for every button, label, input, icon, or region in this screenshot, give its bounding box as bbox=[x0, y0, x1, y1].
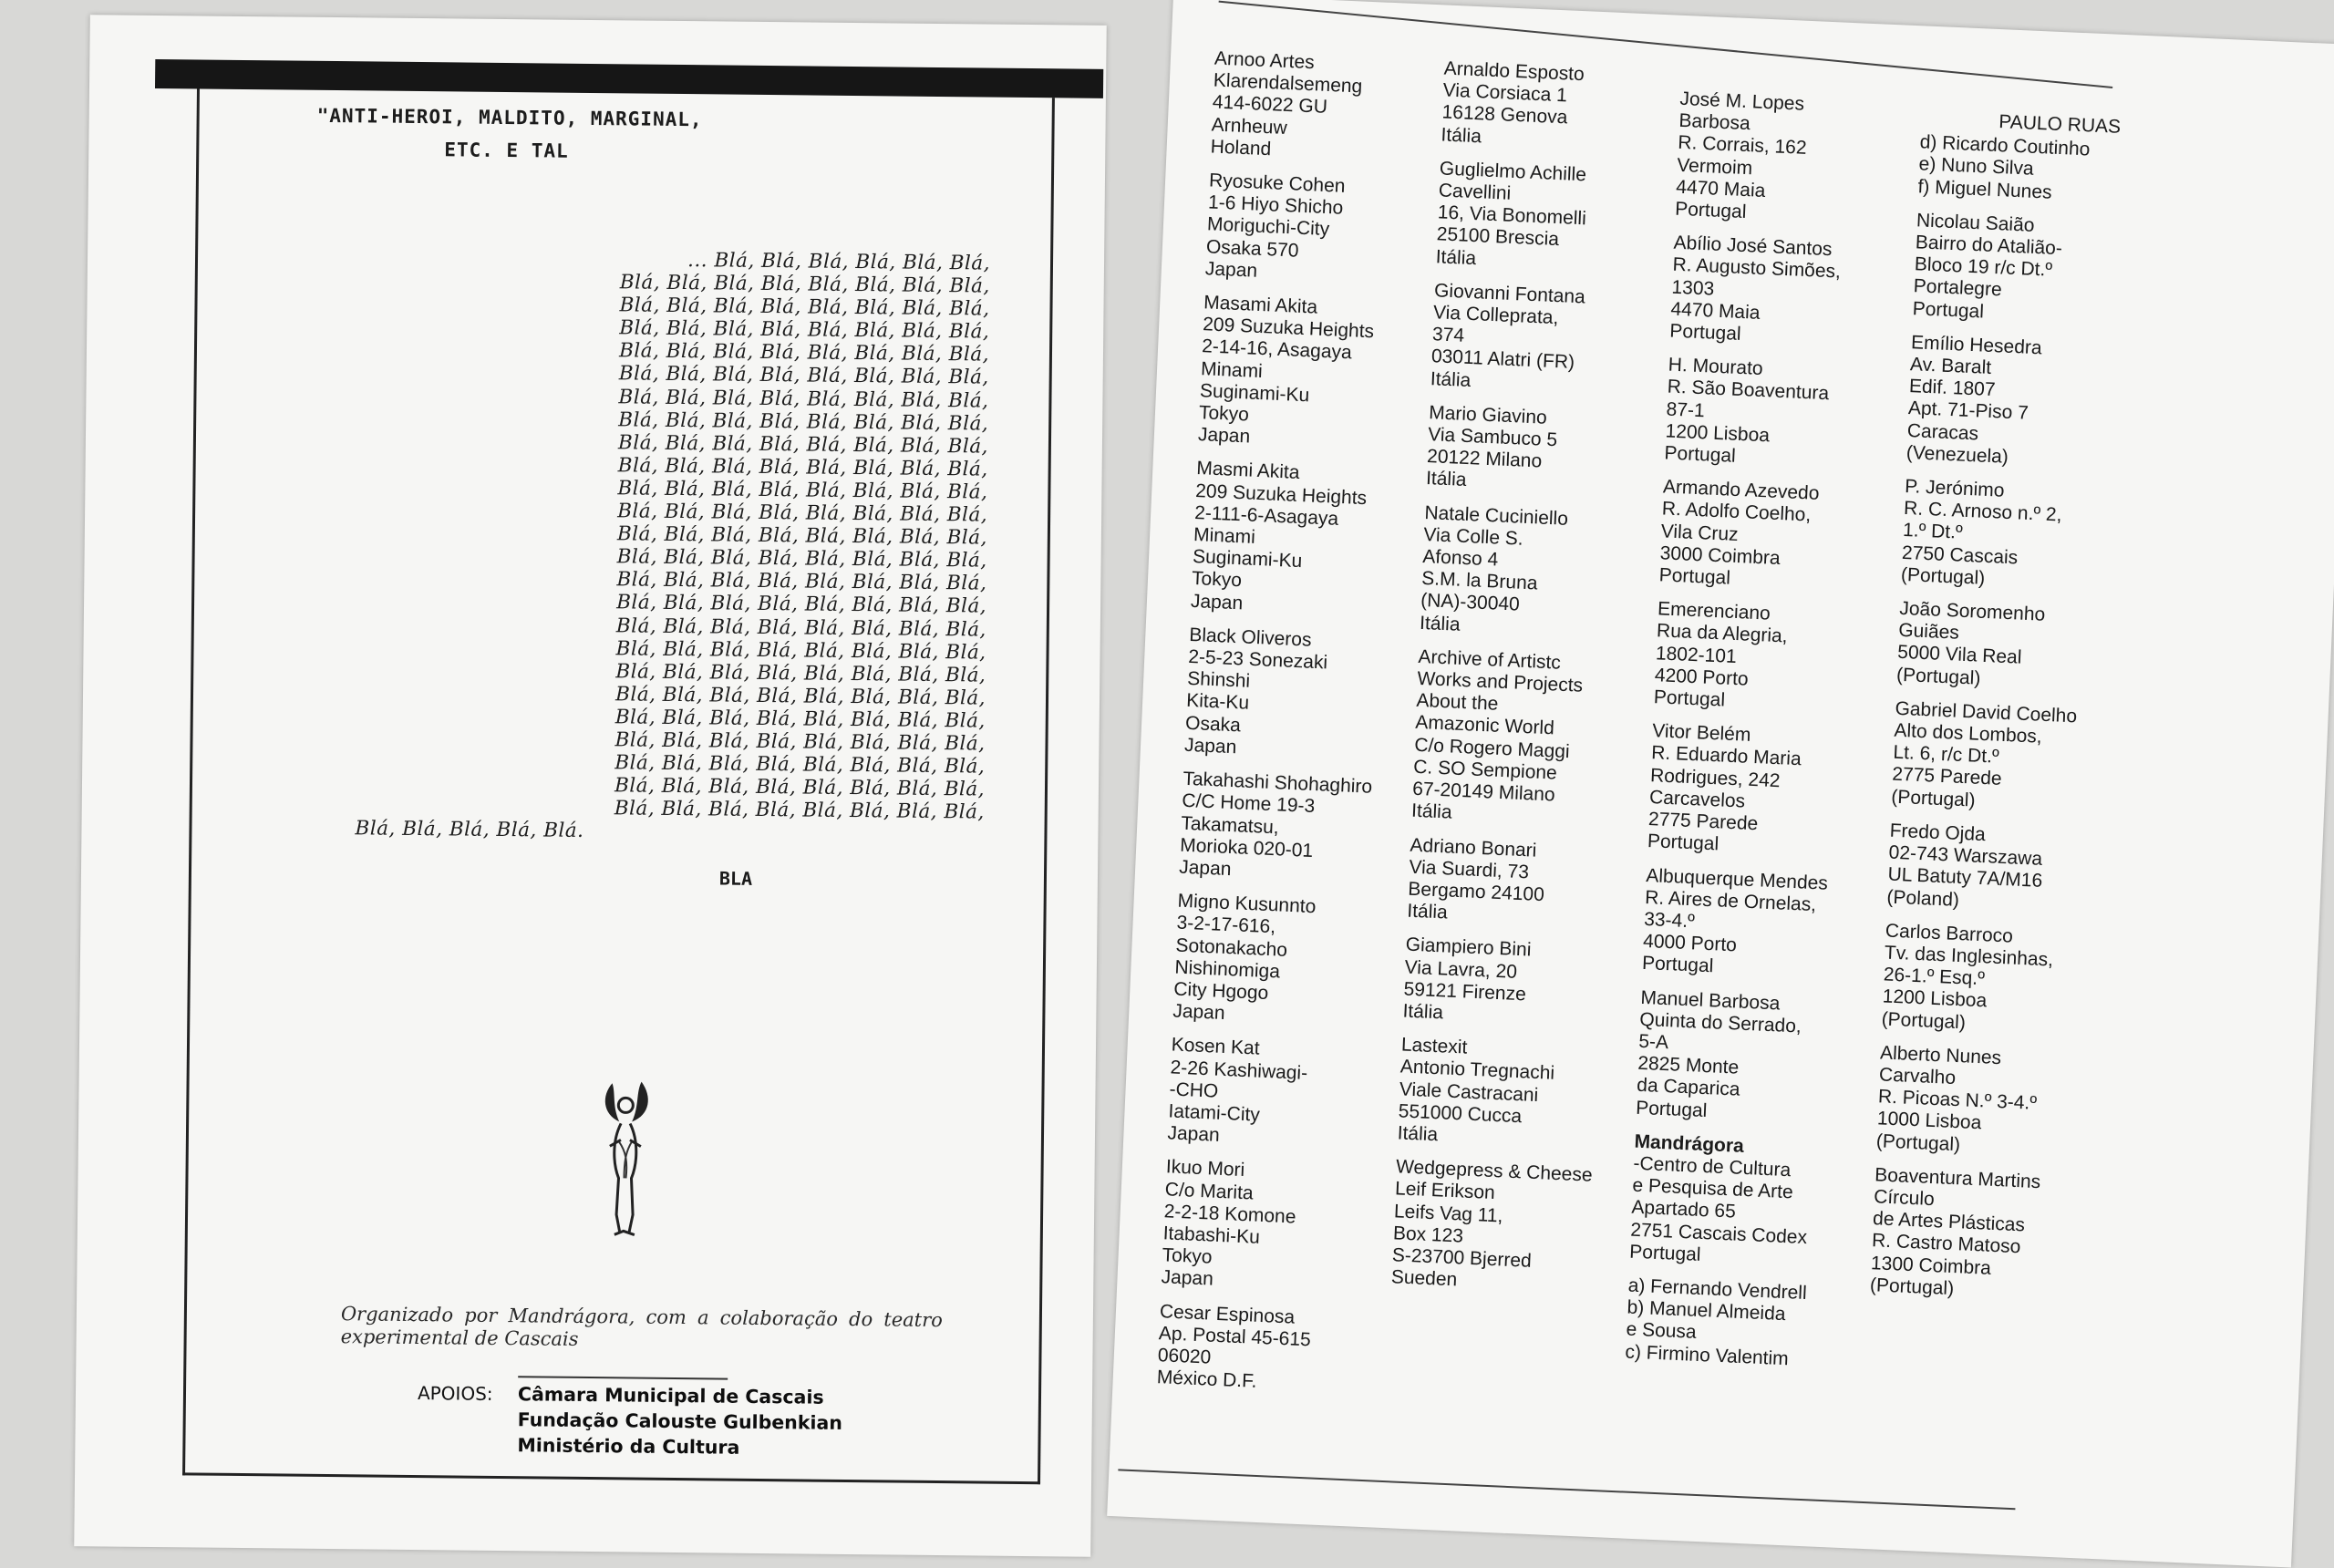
address-line: e Pesquisa de Arte bbox=[1632, 1174, 1794, 1203]
address-line: Portugal bbox=[1641, 953, 1714, 977]
address-line: (Venezuela) bbox=[1905, 441, 2009, 468]
address-line: (Portugal) bbox=[1875, 1130, 1961, 1155]
address-line: R. Picoas N.º 3-4.º bbox=[1877, 1086, 2038, 1115]
address-line: Portugal bbox=[1664, 442, 1737, 467]
address-line: de Artes Plásticas bbox=[1872, 1208, 2026, 1236]
address-line: Alberto Nunes bbox=[1879, 1042, 2002, 1068]
address-line: Japan bbox=[1183, 734, 1237, 758]
address-line: Kosen Kat bbox=[1171, 1034, 1261, 1059]
address-line: (NA)-30040 bbox=[1420, 590, 1521, 616]
address-line: Ikuo Mori bbox=[1165, 1156, 1245, 1181]
address-line: 20122 Milano bbox=[1426, 446, 1543, 472]
address-line: 4200 Porto bbox=[1654, 665, 1750, 690]
address-line: Tv. das Inglesinhas, bbox=[1884, 942, 2054, 971]
bla-row: Blá, Blá, Blá, Blá, Blá, Blá, Blá, Blá, bbox=[619, 316, 990, 344]
address-line: Bergamo 24100 bbox=[1407, 878, 1545, 906]
address-line: México D.F. bbox=[1156, 1367, 1257, 1393]
address-entry bbox=[1642, 864, 1925, 986]
address-line: R. Corrais, 162 bbox=[1677, 132, 1808, 160]
address-line: Takahashi Shohaghiro bbox=[1182, 768, 1373, 798]
address-entry bbox=[1647, 720, 1930, 864]
address-line: Bloco 19 r/c Dt.º bbox=[1914, 253, 2053, 281]
address-line: Japan bbox=[1190, 590, 1244, 614]
address-line: Amazonic World bbox=[1414, 712, 1555, 739]
winged-figure-illustration bbox=[584, 1078, 667, 1243]
address-line: Masami Akita bbox=[1203, 292, 1318, 318]
address-line: 2825 Monte bbox=[1637, 1052, 1740, 1078]
address-entry bbox=[1912, 210, 2195, 332]
address-line: Itália bbox=[1397, 1122, 1439, 1146]
address-entry bbox=[1869, 1164, 2153, 1308]
column-title: PAULO RUAS bbox=[1998, 111, 2122, 138]
address-line: (Portugal) bbox=[1881, 1007, 1967, 1033]
address-line: Cesar Espinosa bbox=[1159, 1300, 1296, 1328]
address-line: R. Augusto Simões, bbox=[1672, 254, 1842, 284]
address-line: P. Jerónimo bbox=[1904, 476, 2005, 501]
address-line: (Portugal) bbox=[1869, 1274, 1955, 1299]
address-line: Leifs Vag 11, bbox=[1393, 1200, 1503, 1227]
address-line: Arnoo Artes bbox=[1213, 47, 1316, 74]
address-line: -CHO bbox=[1169, 1078, 1219, 1102]
address-line: 3-2-17-616, bbox=[1176, 912, 1276, 938]
address-line: Alto dos Lombos, bbox=[1894, 719, 2043, 748]
address-line: Osaka bbox=[1184, 712, 1242, 737]
address-line: Osaka 570 bbox=[1205, 235, 1299, 262]
address-line: About the bbox=[1415, 690, 1499, 715]
address-line: Edif. 1807 bbox=[1908, 376, 1997, 401]
address-line: Giampiero Bini bbox=[1405, 934, 1532, 961]
address-line: Via Corsiaca 1 bbox=[1442, 79, 1568, 107]
address-line: Albuquerque Mendes bbox=[1645, 864, 1829, 894]
address-line: Natale Cuciniello bbox=[1423, 501, 1569, 530]
address-line: Portugal bbox=[1628, 1241, 1701, 1265]
address-line: 33-4.º bbox=[1643, 908, 1696, 933]
address-line: Japan bbox=[1178, 856, 1232, 881]
address-line: 2-26 Kashiwagi- bbox=[1170, 1056, 1308, 1084]
address-line: 2-5-23 Sonezaki bbox=[1187, 645, 1328, 674]
address-line: R. C. Arnoso n.º 2, bbox=[1903, 498, 2062, 526]
bla-row: Blá, Blá, Blá, Blá, Blá, Blá, Blá, Blá, bbox=[614, 774, 986, 801]
address-line: Ap. Postal 45-615 bbox=[1158, 1322, 1312, 1351]
address-line: Vila Cruz bbox=[1660, 520, 1740, 545]
address-entry bbox=[1875, 1042, 2158, 1164]
address-line: (Portugal) bbox=[1890, 786, 1977, 811]
address-line: Migno Kusunnto bbox=[1177, 890, 1317, 918]
address-line: 5-A bbox=[1637, 1030, 1669, 1054]
bla-signature: BLA bbox=[718, 867, 753, 890]
address-line: Wedgepress & Cheese bbox=[1395, 1156, 1594, 1186]
address-line: -Centro de Cultura bbox=[1633, 1152, 1792, 1181]
address-entry bbox=[1891, 698, 2174, 820]
address-line: Portugal bbox=[1635, 1097, 1708, 1121]
address-line: Tokyo bbox=[1191, 568, 1243, 592]
address-line: R. São Boaventura bbox=[1667, 376, 1830, 405]
address-line: João Soromenho bbox=[1898, 597, 2046, 625]
address-line: Via Lavra, 20 bbox=[1404, 956, 1518, 983]
address-line: 414-6022 GU bbox=[1212, 91, 1328, 119]
address-line: Holand bbox=[1210, 136, 1272, 160]
bla-text-block bbox=[355, 245, 990, 847]
address-line: 4000 Porto bbox=[1642, 931, 1738, 956]
address-line: 2775 Parede bbox=[1647, 809, 1759, 835]
address-line: Giovanni Fontana bbox=[1433, 280, 1586, 308]
address-line: Caracas bbox=[1906, 419, 1979, 445]
address-line: Barbosa bbox=[1678, 109, 1751, 135]
address-entry bbox=[1636, 986, 1919, 1130]
address-line: 2-111-6-Asagaya bbox=[1193, 501, 1339, 530]
address-line: Manuel Barbosa bbox=[1640, 986, 1781, 1015]
address-line: 1802-101 bbox=[1655, 642, 1738, 667]
address-line: Mandrágora bbox=[1634, 1130, 1745, 1157]
address-line: Kita-Ku bbox=[1185, 690, 1250, 715]
address-line: f) Miguel Nunes bbox=[1917, 175, 2053, 203]
address-line: Klarendalsemeng bbox=[1213, 69, 1363, 98]
address-line: Takamatsu, bbox=[1180, 812, 1280, 838]
bla-row: Blá, Blá, Blá, Blá, Blá, Blá, Blá, Blá, bbox=[616, 522, 988, 550]
address-line: (Poland) bbox=[1886, 886, 1960, 911]
address-line: 3000 Coimbra bbox=[1659, 542, 1781, 569]
address-line: e) Nuno Silva bbox=[1918, 153, 2035, 181]
bla-row: Blá, Blá, Blá, Blá, Blá. bbox=[355, 817, 584, 843]
address-line: Arnheuw bbox=[1211, 114, 1288, 139]
address-line: Afonso 4 bbox=[1421, 546, 1499, 571]
address-line: 551000 Cucca bbox=[1398, 1100, 1523, 1128]
address-entry bbox=[1900, 476, 2183, 598]
address-line: Portugal bbox=[1674, 198, 1747, 223]
address-line: Emerenciano bbox=[1657, 598, 1771, 624]
address-entry bbox=[1653, 599, 1936, 721]
address-line: 1300 Coimbra bbox=[1870, 1252, 1992, 1279]
address-line: Guiães bbox=[1897, 620, 1960, 644]
bla-row: Blá, Blá, Blá, Blá, Blá, Blá, Blá, Blá, bbox=[617, 454, 988, 481]
address-line: 59121 Firenze bbox=[1403, 978, 1527, 1006]
address-line: Suginami-Ku bbox=[1192, 546, 1303, 573]
bla-row: Blá, Blá, Blá, Blá, Blá, Blá, Blá, Blá, bbox=[618, 407, 989, 436]
address-line: C/o Marita bbox=[1164, 1178, 1255, 1204]
address-line: 1303 bbox=[1671, 276, 1715, 300]
address-column-4 bbox=[1869, 108, 2199, 1320]
address-line: Box 123 bbox=[1392, 1222, 1464, 1247]
address-line: Japan bbox=[1204, 258, 1258, 282]
address-line: Mario Giavino bbox=[1428, 401, 1548, 428]
address-line: Apartado 65 bbox=[1630, 1196, 1737, 1222]
address-line: R. Adolfo Coelho, bbox=[1661, 498, 1812, 526]
address-line: 209 Suzuka Heights bbox=[1202, 314, 1375, 343]
address-line: Carcavelos bbox=[1648, 786, 1746, 812]
address-line: R. Aires de Ornelas, bbox=[1644, 886, 1817, 915]
address-line: Black Oliveros bbox=[1188, 624, 1312, 651]
address-line: 25100 Brescia bbox=[1436, 223, 1560, 251]
address-entry bbox=[1881, 920, 2164, 1042]
address-line: 06020 bbox=[1157, 1345, 1212, 1368]
address-line: C. SO Sempione bbox=[1412, 756, 1558, 784]
address-entry bbox=[1156, 1301, 1438, 1401]
address-line: a) Fernando Vendrell bbox=[1627, 1274, 1808, 1305]
address-line: 03011 Alatri (FR) bbox=[1430, 346, 1575, 374]
address-line: Japan bbox=[1197, 424, 1251, 448]
address-line: 1.º Dt.º bbox=[1902, 520, 1964, 544]
address-line: Itália bbox=[1430, 367, 1472, 391]
address-line: 209 Suzuka Heights bbox=[1194, 480, 1368, 509]
address-line: 16128 Genova bbox=[1441, 101, 1568, 129]
bla-row: Blá, Blá, Blá, Blá, Blá, Blá, Blá, Blá, bbox=[618, 339, 990, 366]
bla-row: Blá, Blá, Blá, Blá, Blá, Blá, Blá, Blá, bbox=[615, 614, 986, 642]
address-line: 2-2-18 Komone bbox=[1163, 1201, 1296, 1228]
address-line: C/o Rogero Maggi bbox=[1413, 734, 1571, 762]
address-line: 1200 Lisboa bbox=[1882, 985, 1988, 1012]
bla-row: Blá, Blá, Blá, Blá, Blá, Blá, Blá, Blá, bbox=[616, 545, 987, 573]
address-line: Sotonakacho bbox=[1175, 934, 1288, 961]
address-line: Itália bbox=[1406, 900, 1449, 923]
address-line: S-23700 Bjerred bbox=[1391, 1244, 1533, 1272]
address-line: Abílio José Santos bbox=[1673, 232, 1833, 261]
address-line: Itália bbox=[1425, 468, 1467, 491]
address-line: Rua da Alegria, bbox=[1656, 620, 1789, 647]
bla-row: Blá, Blá, Blá, Blá, Blá, Blá, Blá, Blá, bbox=[614, 751, 986, 779]
address-line: Portugal bbox=[1658, 564, 1731, 589]
address-line: 4470 Maia bbox=[1675, 176, 1766, 201]
address-entry bbox=[1625, 1275, 1906, 1376]
address-line: b) Manuel Almeida bbox=[1627, 1296, 1786, 1326]
address-line: Lt. 6, r/c Dt.º bbox=[1892, 741, 2000, 769]
address-line: (Portugal) bbox=[1900, 563, 1986, 589]
address-line: Carlos Barroco bbox=[1885, 920, 2014, 947]
address-line: 1000 Lisboa bbox=[1876, 1108, 1982, 1134]
address-line: Guglielmo Achille bbox=[1439, 158, 1587, 186]
bla-row: Blá, Blá, Blá, Blá, Blá, Blá, Blá, Blá, bbox=[615, 659, 986, 687]
bla-row: Blá, Blá, Blá, Blá, Blá, Blá, Blá, Blá, bbox=[617, 477, 988, 504]
address-line: 2750 Cascais bbox=[1901, 542, 2019, 569]
address-entry bbox=[1669, 232, 1952, 355]
address-entry bbox=[1629, 1130, 1913, 1274]
bla-row: Blá, Blá, Blá, Blá, Blá, Blá, Blá, Blá, bbox=[614, 728, 986, 756]
address-line: Fredo Ojda bbox=[1889, 820, 1987, 846]
address-line: 5000 Vila Real bbox=[1896, 642, 2022, 669]
heading-line-2: ETC. E TAL bbox=[444, 139, 569, 162]
address-line: Itália bbox=[1419, 612, 1461, 635]
bla-row: Blá, Blá, Blá, Blá, Blá, Blá, Blá, Blá, bbox=[617, 500, 988, 527]
address-line: Apt. 71-Piso 7 bbox=[1907, 397, 2029, 425]
bla-row: Blá, Blá, Blá, Blá, Blá, Blá, Blá, Blá, bbox=[614, 706, 986, 733]
left-page bbox=[74, 15, 1107, 1557]
bla-row: Blá, Blá, Blá, Blá, Blá, Blá, Blá, Blá, bbox=[615, 636, 986, 665]
address-line: 1-6 Hiyo Shicho bbox=[1207, 191, 1344, 219]
address-line: Av. Baralt bbox=[1909, 354, 1992, 378]
address-line: 26-1.º Esq.º bbox=[1883, 964, 1986, 990]
address-line: José M. Lopes bbox=[1679, 88, 1805, 115]
address-line: Works and Projects bbox=[1417, 667, 1584, 696]
address-line: c) Firmino Valentim bbox=[1625, 1341, 1790, 1369]
address-entry bbox=[1896, 598, 2178, 698]
address-line: Nishinomiga bbox=[1173, 956, 1281, 983]
address-line: Itália bbox=[1402, 1000, 1444, 1024]
address-line: Antonio Tregnachi bbox=[1399, 1056, 1555, 1085]
address-line: Portugal bbox=[1668, 320, 1742, 345]
address-line: R. Eduardo Maria bbox=[1650, 742, 1802, 770]
address-line: Archive of Artistc bbox=[1418, 645, 1562, 674]
address-line: Portugal bbox=[1653, 686, 1726, 711]
address-line: Vermoim bbox=[1676, 154, 1753, 179]
address-line: 2751 Cascais Codex bbox=[1629, 1219, 1808, 1248]
bla-row: Blá, Blá, Blá, Blá, Blá, Blá, Blá, Blá, bbox=[616, 591, 987, 618]
address-line: Bairro do Atalião- bbox=[1915, 232, 2063, 260]
address-line: Itabashi-Ku bbox=[1162, 1222, 1261, 1248]
address-line: 374 bbox=[1431, 324, 1465, 346]
address-line: Emílio Hesedra bbox=[1910, 331, 2043, 359]
address-line: 67-20149 Milano bbox=[1411, 778, 1556, 806]
address-line: e Sousa bbox=[1626, 1318, 1698, 1344]
address-line: Leif Erikson bbox=[1394, 1178, 1496, 1204]
address-line: Adriano Bonari bbox=[1410, 834, 1537, 861]
support-label: APOIOS: bbox=[417, 1382, 493, 1405]
address-line: 2-14-16, Asagaya bbox=[1201, 335, 1353, 364]
bla-row: Blá, Blá, Blá, Blá, Blá, Blá, Blá, Blá, bbox=[614, 797, 985, 824]
address-line: Japan bbox=[1167, 1122, 1221, 1146]
bottom-rule bbox=[1118, 1469, 2015, 1510]
address-line: Tokyo bbox=[1198, 402, 1250, 426]
address-line: Lastexit bbox=[1400, 1034, 1468, 1058]
address-line: 1200 Lisboa bbox=[1665, 420, 1771, 447]
address-line: Gabriel David Coelho bbox=[1895, 697, 2078, 727]
address-entry bbox=[1886, 820, 2168, 920]
address-line: Armando Azevedo bbox=[1662, 476, 1820, 505]
address-line: Vitor Belém bbox=[1651, 720, 1751, 747]
address-entry bbox=[1664, 355, 1947, 477]
address-line: Tokyo bbox=[1162, 1244, 1213, 1268]
address-line: Arnaldo Esposto bbox=[1443, 57, 1585, 86]
address-line: 02-743 Warszawa bbox=[1888, 841, 2043, 870]
address-line: Cavellini bbox=[1438, 180, 1512, 204]
bla-row: Blá, Blá, Blá, Blá, Blá, Blá, Blá, Blá, bbox=[617, 431, 989, 459]
address-line: Moriguchi-City bbox=[1206, 213, 1330, 241]
bla-row: Blá, Blá, Blá, Blá, Blá, Blá, Blá, Blá, bbox=[619, 271, 990, 298]
address-line: (Portugal) bbox=[1895, 664, 1981, 689]
address-entry bbox=[1675, 88, 1958, 232]
address-line: Minami bbox=[1200, 357, 1264, 382]
address-line: Shinshi bbox=[1186, 668, 1251, 693]
supporter: Câmara Municipal de Cascais bbox=[517, 1383, 824, 1408]
address-line: 87-1 bbox=[1666, 398, 1706, 421]
bla-row: Blá, Blá, Blá, Blá, Blá, Blá, Blá, Blá, bbox=[614, 683, 986, 710]
address-line: Morioka 020-01 bbox=[1179, 834, 1314, 861]
address-line: Masmi Akita bbox=[1195, 458, 1300, 484]
address-line: Portugal bbox=[1647, 830, 1720, 855]
bla-row: Blá, Blá, Blá, Blá, Blá, Blá, Blá, Blá, bbox=[619, 294, 990, 321]
address-line: Ryosuke Cohen bbox=[1208, 170, 1346, 197]
address-line: R. Castro Matoso bbox=[1871, 1230, 2021, 1258]
address-line: UL Batuty 7A/M16 bbox=[1887, 863, 2043, 892]
organization-credit: Organizado por Mandrágora, com a colaboração do teatro experimental de Cascais bbox=[340, 1303, 944, 1350]
right-page bbox=[1107, 0, 2334, 1568]
address-line: Rodrigues, 242 bbox=[1649, 764, 1781, 791]
address-line: Sueden bbox=[1390, 1266, 1458, 1291]
supporters-list bbox=[517, 1381, 842, 1461]
address-line: Via Collepratа, bbox=[1432, 302, 1559, 329]
bla-row: Blá, Blá, Blá, Blá, Blá, Blá, Blá, Blá, bbox=[618, 385, 989, 413]
address-entry bbox=[1905, 332, 2189, 476]
address-line: 4470 Maia bbox=[1669, 298, 1761, 324]
address-line: City Hgogo bbox=[1172, 978, 1269, 1004]
supporter: Fundação Calouste Gulbenkian bbox=[517, 1408, 843, 1434]
bla-row: ... Blá, Blá, Blá, Blá, Blá, Blá, bbox=[687, 249, 991, 275]
address-line: Portugal bbox=[1912, 297, 1985, 323]
address-line: Quinta do Serrado, bbox=[1638, 1008, 1802, 1037]
address-entry bbox=[1917, 132, 2198, 211]
address-line: Boaventura Martins bbox=[1874, 1163, 2041, 1192]
bla-row: Blá, Blá, Blá, Blá, Blá, Blá, Blá, Blá, bbox=[618, 362, 989, 390]
address-line: Viale Castracani bbox=[1399, 1078, 1539, 1106]
address-line: H. Mourato bbox=[1668, 354, 1764, 380]
address-line: 16, Via Bonomelli bbox=[1437, 201, 1587, 230]
supporter: Ministério da Cultura bbox=[517, 1434, 740, 1459]
address-line: Itália bbox=[1441, 124, 1482, 147]
address-line: S.M. la Bruna bbox=[1420, 568, 1538, 594]
heading-line-1: "ANTI-HEROI, MALDITO, MARGINAL, bbox=[316, 104, 703, 131]
address-line: Círculo bbox=[1873, 1186, 1936, 1211]
address-line: Via Suardi, 73 bbox=[1409, 856, 1530, 883]
address-line: C/C Home 19-3 bbox=[1181, 790, 1316, 818]
address-line: Iatami-City bbox=[1168, 1100, 1261, 1126]
address-entry bbox=[1658, 477, 1941, 599]
address-line: Japan bbox=[1161, 1266, 1214, 1291]
address-line: Via Colle S. bbox=[1422, 523, 1524, 550]
address-line: Carvalho bbox=[1878, 1064, 1957, 1088]
address-line: Itália bbox=[1410, 799, 1453, 823]
address-line: Minami bbox=[1193, 524, 1256, 548]
address-line: Itália bbox=[1435, 245, 1477, 269]
address-line: Nicolau Saião bbox=[1916, 210, 2035, 236]
address-line: Portalegre bbox=[1913, 275, 2003, 301]
address-line: Suginami-Ku bbox=[1199, 379, 1310, 407]
address-line: Japan bbox=[1172, 1000, 1226, 1025]
address-line: 2775 Parede bbox=[1891, 764, 2003, 790]
address-line: Via Sambuco 5 bbox=[1427, 424, 1558, 451]
address-line: da Caparica bbox=[1636, 1075, 1740, 1101]
address-line: d) Ricardo Coutinho bbox=[1919, 131, 2091, 160]
bla-row: Blá, Blá, Blá, Blá, Blá, Blá, Blá, Blá, bbox=[616, 568, 987, 595]
